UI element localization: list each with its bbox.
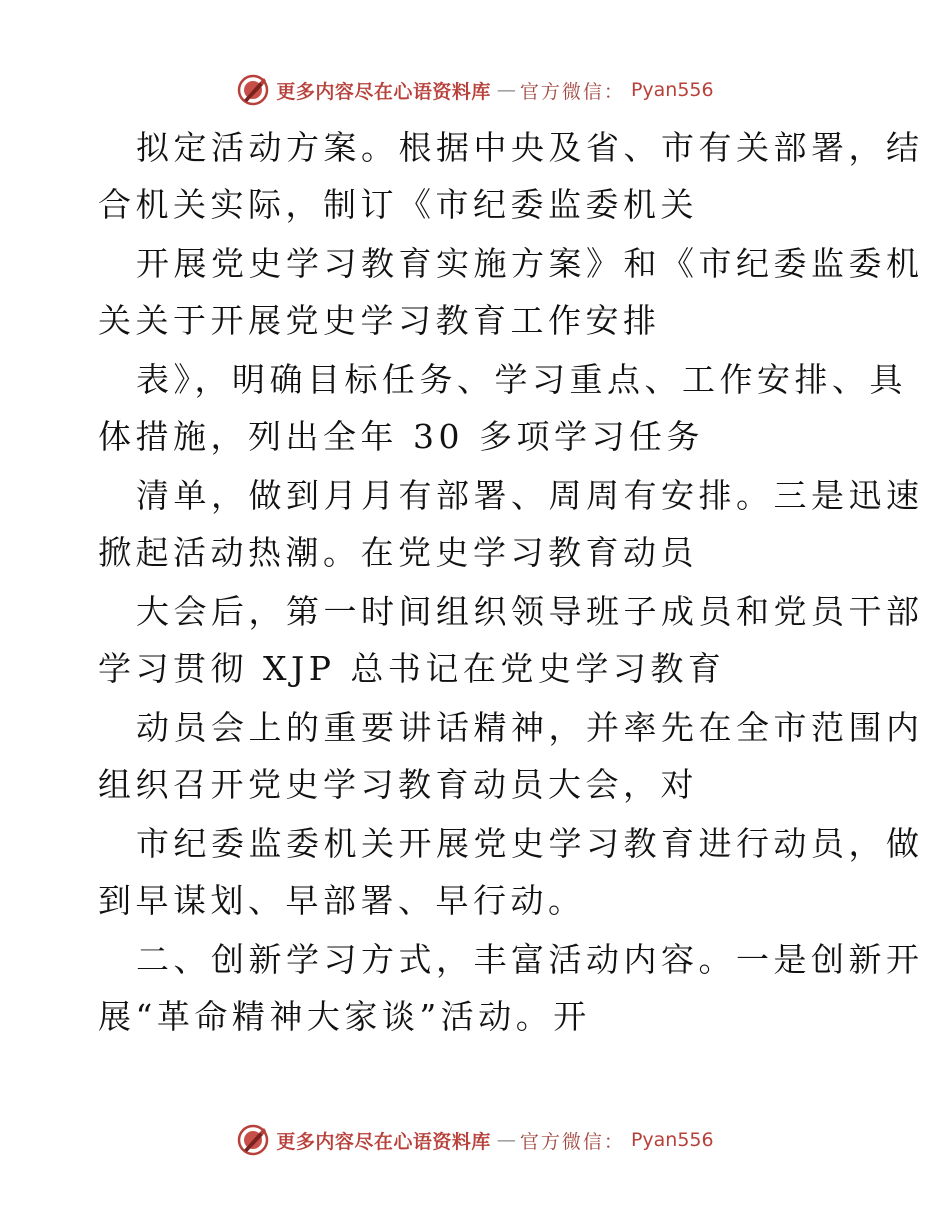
body-line-7: 清单，做到月月有部署、周周有安排。三是迅速 <box>136 476 924 515</box>
banner-wechat-label: 官方微信： <box>519 80 625 103</box>
banner-brand-text: 更多内容尽在心语资料库 <box>276 1130 491 1153</box>
body-line-2: 合机关实际，制订《市纪委监委机关 <box>98 185 698 224</box>
banner-wechat-id: Pyan556 <box>630 1129 714 1151</box>
body-line-16: 展“革命精神大家谈”活动。开 <box>98 997 591 1036</box>
banner-separator: — <box>496 79 514 101</box>
body-line-14: 到早谋划、早部署、早行动。 <box>98 881 586 920</box>
header-banner <box>0 70 950 110</box>
banner-wechat-label: 官方微信： <box>519 1130 625 1153</box>
body-line-8: 掀起活动热潮。在党史学习教育动员 <box>98 533 698 572</box>
body-line-9: 大会后，第一时间组织领导班子成员和党员干部 <box>136 592 924 631</box>
body-line-11: 动员会上的重要讲话精神，并率先在全市范围内 <box>136 708 924 747</box>
pen-seal-icon <box>236 1123 270 1157</box>
banner-brand-text: 更多内容尽在心语资料库 <box>276 80 491 103</box>
footer-banner <box>0 1120 950 1160</box>
pen-seal-icon <box>236 73 270 107</box>
body-line-6: 体措施，列出全年 30 多项学习任务 <box>98 417 704 456</box>
body-line-4: 关关于开展党史学习教育工作安排 <box>98 301 661 340</box>
body-line-12: 组织召开党史学习教育动员大会，对 <box>98 765 698 804</box>
body-line-3: 开展党史学习教育实施方案》和《市纪委监委机 <box>136 244 924 283</box>
body-line-13: 市纪委监委机关开展党史学习教育进行动员，做 <box>136 824 924 863</box>
body-line-15: 二、创新学习方式，丰富活动内容。一是创新开 <box>136 940 924 979</box>
body-line-10: 学习贯彻 XJP 总书记在党史学习教育 <box>98 649 726 688</box>
body-line-1: 拟定活动方案。根据中央及省、市有关部署，结 <box>136 128 924 167</box>
banner-wechat-id: Pyan556 <box>630 79 714 101</box>
banner-separator: — <box>496 1129 514 1151</box>
body-line-5: 表》，明确目标任务、学习重点、工作安排、具 <box>136 360 907 399</box>
